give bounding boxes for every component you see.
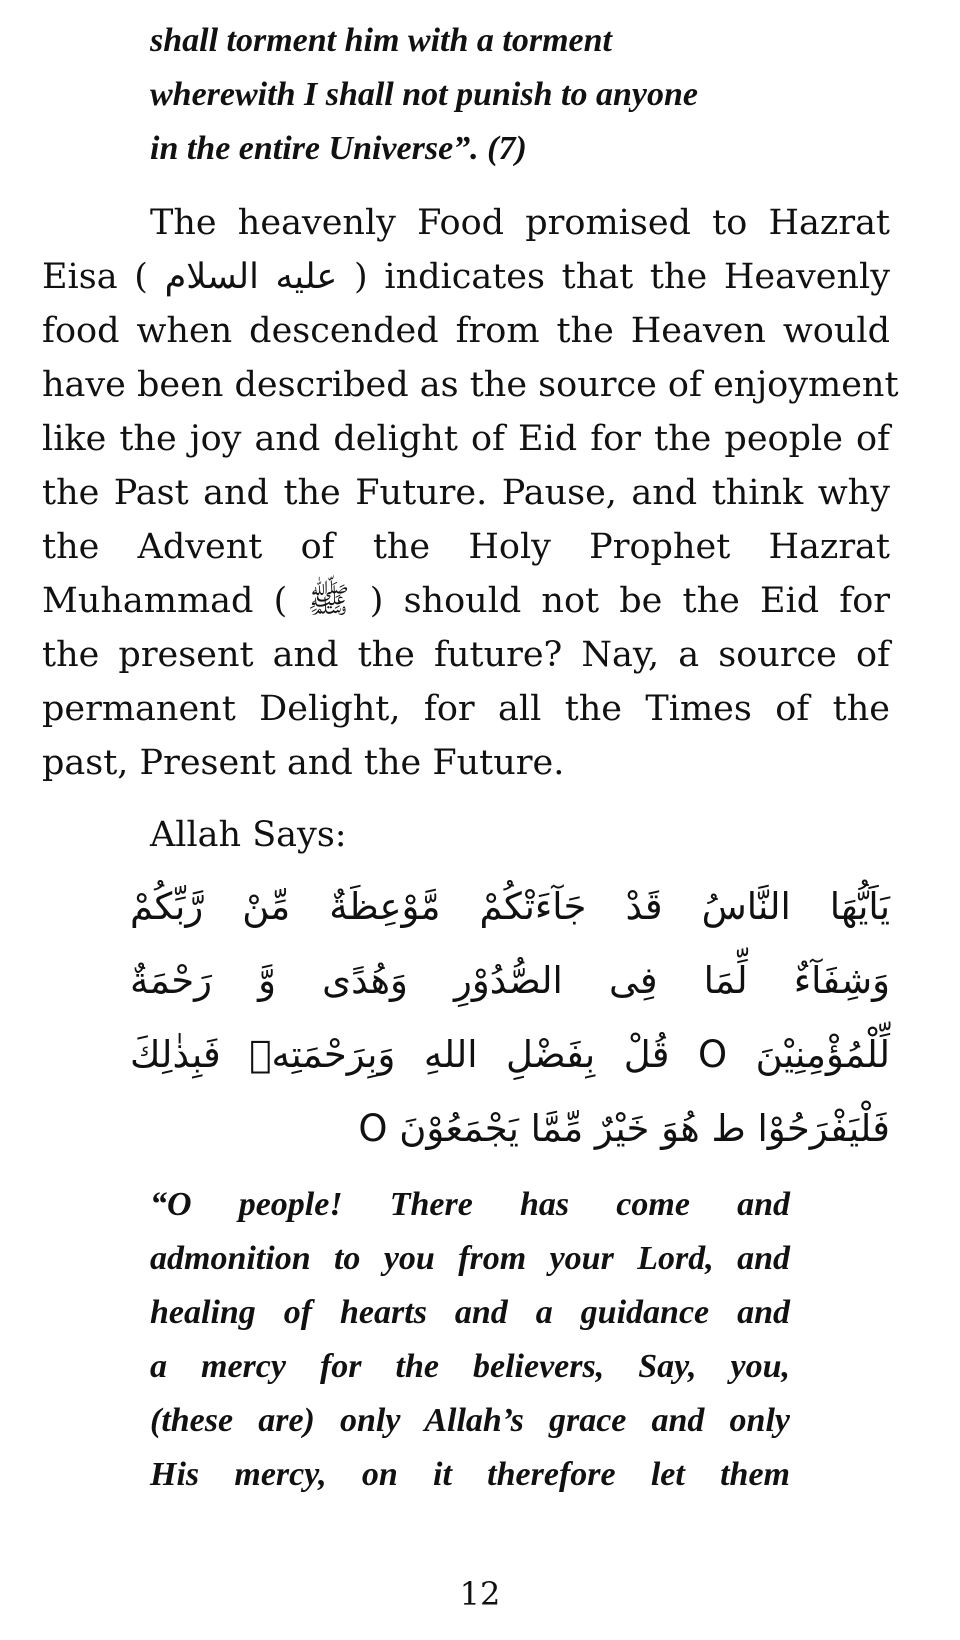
paragraph-line: Muhammad ( ﷺ ) should not be the Eid for (42, 581, 890, 621)
body-paragraph (42, 196, 899, 790)
paragraph-line: like the joy and delight of Eid for the people of (42, 419, 890, 459)
translation-line: His mercy, on it therefore let them (150, 1456, 790, 1493)
paragraph-line: Eisa ( عليه السلام ) indicates that the Heavenly (42, 257, 890, 297)
translation-line: “O people! There has come and (150, 1186, 790, 1223)
verse-line: يَاَيُّهَا النَّاسُ قَدْ جَآءَتْكُمْ مَّوْعِظَةٌ مِّنْ رَّبِّكُمْ (130, 885, 890, 928)
verse-line: فَلْيَفْرَحُوْا ط هُوَ خَيْرٌ مِّمَّا يَجْمَعُوْنَ O (358, 1107, 890, 1150)
arabic-verse (130, 870, 890, 1166)
verse-translation (150, 1178, 790, 1502)
quote-line: wherewith I shall not punish to anyone (150, 76, 698, 113)
quote-line: shall torment him with a torment (150, 22, 612, 59)
paragraph-line: past, Present and the Future. (42, 743, 565, 783)
paragraph-line: the Past and the Future. Pause, and think why (42, 473, 890, 513)
translation-line: a mercy for the believers, Say, you, (150, 1348, 790, 1385)
paragraph-line: the Advent of the Holy Prophet Hazrat (42, 527, 890, 567)
paragraph-line: The heavenly Food promised to Hazrat (150, 203, 890, 243)
translation-line: healing of hearts and a guidance and (150, 1294, 790, 1331)
quote-continuation (150, 14, 810, 176)
page-number: 12 (459, 1575, 501, 1613)
quote-line: in the entire Universe”. (7) (150, 130, 527, 167)
paragraph-line: food when descended from the Heaven would (42, 311, 890, 351)
translation-line: (these are) only Allah’s grace and only (150, 1402, 790, 1439)
paragraph-line: the present and the future? Nay, a source of (42, 635, 890, 675)
verse-line: لِّلْمُؤْمِنِيْنَ O قُلْ بِفَضْلِ اللهِ وَبِرَحْمَتِهٖ فَبِذٰلِكَ (130, 1033, 890, 1076)
translation-line: admonition to you from your Lord, and (150, 1240, 790, 1277)
verse-line: وَشِفَآءٌ لِّمَا فِى الصُّدُوْرِ وَهُدًى وَّ رَحْمَةٌ (130, 959, 890, 1002)
paragraph-line: have been described as the source of enjoyment (42, 365, 899, 405)
paragraph-line: permanent Delight, for all the Times of the (42, 689, 890, 729)
section-heading: Allah Says: (150, 815, 347, 855)
